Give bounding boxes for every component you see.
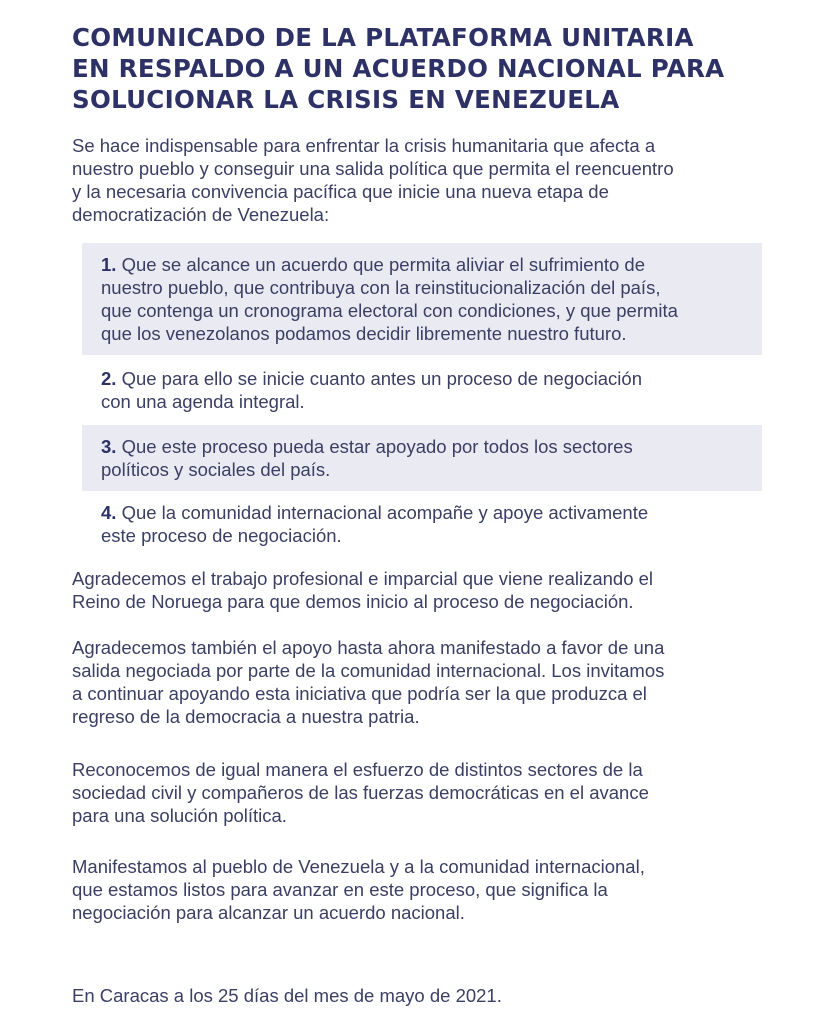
text-line: con una agenda integral. — [101, 391, 305, 412]
text-line: negociación para alcanzar un acuerdo nacional. — [72, 902, 465, 923]
text-line: Reino de Noruega para que demos inicio al proceso de negociación. — [72, 591, 634, 612]
point-text: Que este proceso pueda estar apoyado por todos los sectores — [121, 436, 633, 457]
title-line: SOLUCIONAR LA CRISIS EN VENEZUELA — [72, 85, 620, 114]
recognition-paragraph — [72, 758, 762, 827]
text-line — [101, 501, 762, 524]
declaration-paragraph — [72, 855, 762, 924]
text-line: Agradecemos el trabajo profesional e imparcial que viene realizando el — [72, 568, 654, 589]
point-text: Que se alcance un acuerdo que permita aliviar el sufrimiento de — [121, 254, 646, 275]
text-line: políticos y sociales del país. — [101, 459, 331, 480]
point-1 — [82, 243, 762, 355]
thanks-international-paragraph — [72, 636, 762, 728]
text-line: nuestro pueblo y conseguir una salida política que permita el reencuentro — [72, 158, 674, 179]
point-text: Que para ello se inicie cuanto antes un proceso de negociación — [121, 368, 642, 389]
point-text: Que la comunidad internacional acompañe y apoye activamente — [121, 502, 649, 523]
point-number: 1. — [101, 254, 117, 275]
title-line: COMUNICADO DE LA PLATAFORMA UNITARIA — [72, 23, 694, 52]
intro-paragraph — [72, 134, 762, 226]
point-number: 3. — [101, 436, 117, 457]
point-2 — [82, 357, 762, 423]
text-line: que contenga un cronograma electoral con condiciones, y que permita — [101, 300, 678, 321]
point-number: 2. — [101, 368, 117, 389]
text-line: regreso de la democracia a nuestra patria. — [72, 706, 420, 727]
text-line — [101, 435, 762, 458]
text-line: salida negociada por parte de la comunidad internacional. Los invitamos — [72, 660, 665, 681]
text-line: para una solución política. — [72, 805, 287, 826]
text-line — [101, 367, 762, 390]
text-line: que los venezolanos podamos decidir libremente nuestro futuro. — [101, 323, 627, 344]
date-closing: En Caracas a los 25 días del mes de mayo de 2021. — [72, 985, 502, 1006]
text-line: que estamos listos para avanzar en este proceso, que significa la — [72, 879, 608, 900]
text-line: Reconocemos de igual manera el esfuerzo de distintos sectores de la — [72, 759, 643, 780]
text-line — [101, 253, 762, 276]
text-line: Se hace indispensable para enfrentar la crisis humanitaria que afecta a — [72, 135, 656, 156]
point-4 — [82, 491, 762, 557]
page-title — [72, 22, 762, 115]
thanks-norway-paragraph — [72, 567, 762, 613]
text-line: democratización de Venezuela: — [72, 204, 330, 225]
text-line: sociedad civil y compañeros de las fuerzas democráticas en el avance — [72, 782, 649, 803]
text-line: a continuar apoyando esta iniciativa que podría ser la que produzca el — [72, 683, 647, 704]
text-line: nuestro pueblo, que contribuya con la reinstitucionalización del país, — [101, 277, 661, 298]
text-line: Agradecemos también el apoyo hasta ahora manifestado a favor de una — [72, 637, 665, 658]
point-number: 4. — [101, 502, 117, 523]
title-line: EN RESPALDO A UN ACUERDO NACIONAL PARA — [72, 54, 725, 83]
text-line: Manifestamos al pueblo de Venezuela y a la comunidad internacional, — [72, 856, 645, 877]
text-line: y la necesaria convivencia pacífica que inicie una nueva etapa de — [72, 181, 609, 202]
text-line: este proceso de negociación. — [101, 525, 342, 546]
point-3 — [82, 425, 762, 491]
